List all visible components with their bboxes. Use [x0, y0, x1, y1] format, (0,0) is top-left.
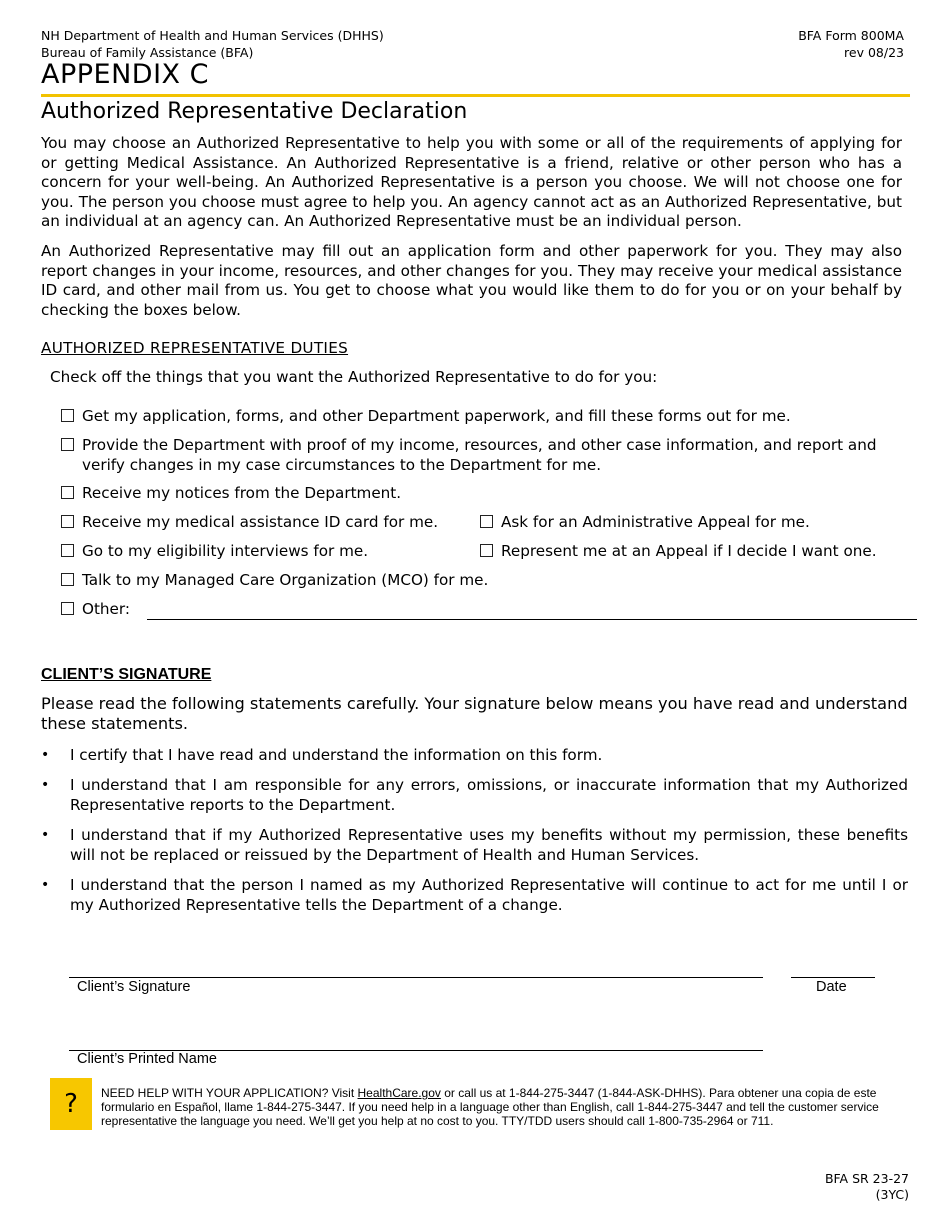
checkbox-id-card[interactable]	[61, 515, 74, 528]
date-label: Date	[816, 979, 847, 995]
statement-item	[41, 875, 908, 915]
intro-paragraph-1: You may choose an Authorized Representative to help you with some or all of the requirements of applying for or getting Medical Assistance. An Authorized Representative is a friend, relative or other person who has a concern for your well-being. An Authorized Representative is a person you choose. We will not choose one for you. The person you choose must agree to help you. An agency cannot act as an Authorized Representative, but an individual at an agency can. An Authorized Representative must be an individual person.	[41, 134, 902, 230]
form-revision: rev 08/23	[844, 45, 904, 60]
other-input-line[interactable]	[147, 619, 917, 620]
date-line[interactable]	[791, 977, 875, 978]
statement-item	[41, 745, 908, 765]
statement-text: I understand that if my Authorized Representative uses my benefits without my permission, these benefits will not be replaced or reissued by the Department of Health and Human Services.	[70, 826, 908, 864]
duty-interviews-label: Go to my eligibility interviews for me.	[82, 542, 369, 560]
help-question-icon: ?	[50, 1078, 92, 1130]
checkbox-interviews[interactable]	[61, 544, 74, 557]
checkbox-other[interactable]	[61, 602, 74, 615]
duties-heading: AUTHORIZED REPRESENTATIVE DUTIES	[41, 339, 349, 357]
printed-name-label: Client’s Printed Name	[77, 1051, 217, 1067]
duty-id-card-label: Receive my medical assistance ID card for me.	[82, 513, 439, 531]
checkbox-represent-appeal[interactable]	[480, 544, 493, 557]
help-text-body: or call us at 1-844-275-3447 (1-844-ASK-DHHS). Para obtener una copia de este formulario en Español, llame 1-844-275-3447. If you need help in a language other than English, call 1-844-275-3447 and tell the customer service representative the language you need. We’ll get you help at no cost to you. TTY/TDD users should call 1-800-735-2964 or 711.	[101, 1086, 879, 1128]
duty-notices	[61, 484, 401, 504]
help-text	[101, 1086, 909, 1128]
duties-instruction: Check off the things that you want the Authorized Representative to do for you:	[50, 368, 658, 386]
duty-represent-appeal	[480, 542, 877, 562]
client-signature-line[interactable]	[69, 977, 763, 978]
statement-text: I certify that I have read and understand the information on this form.	[70, 746, 603, 764]
footer-sub-code: (3YC)	[875, 1187, 909, 1202]
duty-represent-appeal-label: Represent me at an Appeal if I decide I want one.	[501, 542, 877, 560]
footer-code	[825, 1171, 909, 1203]
duty-mco-label: Talk to my Managed Care Organization (MCO) for me.	[82, 571, 489, 589]
statement-item	[41, 775, 908, 815]
appendix-title: APPENDIX C	[41, 59, 209, 90]
bullet-glyph: •	[41, 777, 50, 793]
checkbox-mco[interactable]	[61, 573, 74, 586]
duty-paperwork	[61, 407, 921, 427]
duty-proof-label: Provide the Department with proof of my income, resources, and other case information, and report and verify changes in my case circumstances to the Department for me.	[82, 436, 877, 474]
client-signature-label: Client’s Signature	[77, 979, 191, 995]
bullet-glyph: •	[41, 877, 50, 893]
form-id: BFA Form 800MA	[798, 28, 904, 43]
client-signature-intro: Please read the following statements carefully. Your signature below means you have read and understand these statements.	[41, 694, 908, 733]
duty-interviews	[61, 542, 368, 562]
duty-admin-appeal	[480, 513, 810, 533]
duty-id-card	[61, 513, 438, 533]
bullet-glyph: •	[41, 827, 50, 843]
bureau-name: Bureau of Family Assistance (BFA)	[41, 45, 254, 60]
duty-other-label: Other:	[82, 600, 130, 618]
statement-item	[41, 825, 908, 865]
healthcare-gov-link[interactable]: HealthCare.gov	[357, 1086, 441, 1100]
checkbox-admin-appeal[interactable]	[480, 515, 493, 528]
statement-text: I understand that I am responsible for any errors, omissions, or inaccurate information that my Authorized Representative reports to the Department.	[70, 776, 908, 814]
checkbox-notices[interactable]	[61, 486, 74, 499]
checkbox-proof[interactable]	[61, 438, 74, 451]
dept-name: NH Department of Health and Human Services (DHHS)	[41, 28, 384, 43]
bullet-glyph: •	[41, 747, 50, 763]
duty-proof	[61, 436, 911, 475]
page-subtitle: Authorized Representative Declaration	[41, 99, 468, 124]
statement-text: I understand that the person I named as my Authorized Representative will continue to act for me until I or my Authorized Representative tells the Department of a change.	[70, 876, 908, 914]
duty-other	[61, 600, 130, 620]
intro-paragraph-2: An Authorized Representative may fill out an application form and other paperwork for you. They may also report changes in your income, resources, and other changes for you. They may receive your medical assistance ID card, and other mail from us. You get to choose what you would like them to do for you or on your behalf by checking the boxes below.	[41, 242, 902, 319]
duty-admin-appeal-label: Ask for an Administrative Appeal for me.	[501, 513, 810, 531]
footer-form-code: BFA SR 23-27	[824, 1171, 909, 1186]
duty-notices-label: Receive my notices from the Department.	[82, 484, 402, 502]
checkbox-paperwork[interactable]	[61, 409, 74, 422]
duty-mco	[61, 571, 488, 591]
header-form-info	[798, 27, 904, 61]
client-signature-heading: CLIENT’S SIGNATURE	[41, 666, 212, 683]
title-rule	[41, 94, 910, 97]
help-text-intro: NEED HELP WITH YOUR APPLICATION? Visit	[101, 1086, 358, 1100]
header-agency	[41, 27, 384, 61]
duty-paperwork-label: Get my application, forms, and other Department paperwork, and fill these forms out for me.	[82, 407, 791, 425]
